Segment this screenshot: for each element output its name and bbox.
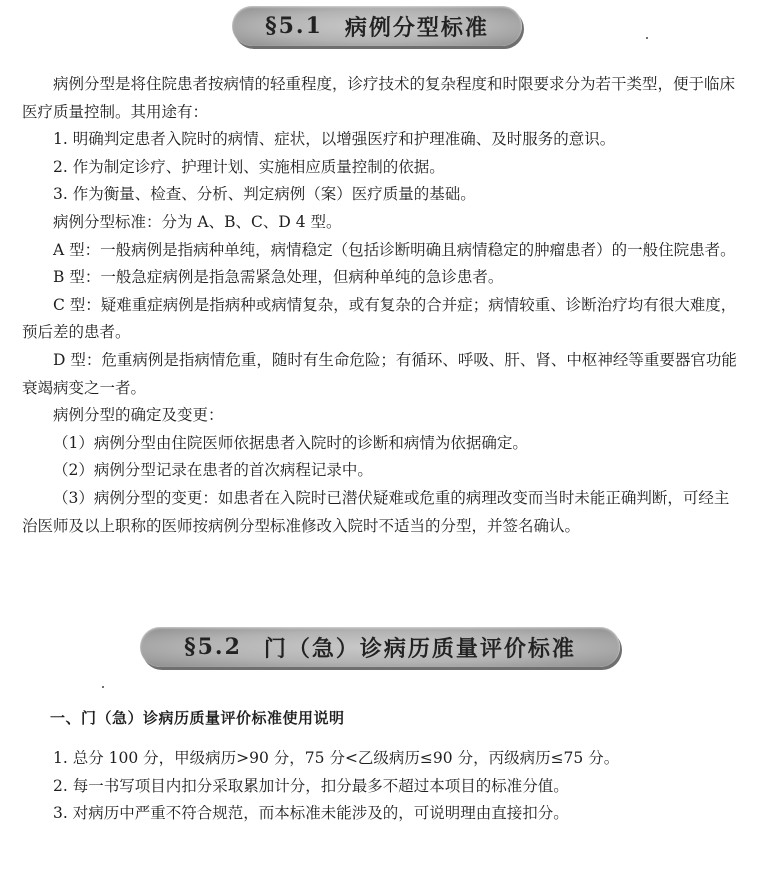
section-5-1-banner [232,6,522,46]
section-number: §5.2 [184,634,242,660]
list-item: 1. 总分 100 分，甲级病历>90 分，75 分<乙级病历≤90 分，丙级病历≤75 分。 [53,749,620,767]
paragraph: C 型：疑难重症病例是指病种或病情复杂，或有复杂的合并症；病情较重、诊断治疗均有很大难度，预后差的患者。 [22,295,737,342]
scan-speck [646,37,648,39]
paragraph: （1）病例分型由住院医师依据患者入院时的诊断和病情为依据确定。 [53,433,528,452]
paragraph: 病例分型的确定及变更： [53,406,224,425]
section-title: 病例分型标准 [344,14,489,41]
section-5-1-body [22,71,740,540]
section-5-2-list [22,745,740,828]
paragraph: （2）病例分型记录在患者的首次病程记录中。 [53,461,373,480]
subheading: 一、门（急）诊病历质量评价标准使用说明 [50,709,345,727]
paragraph: 2. 作为制定诊疗、护理计划、实施相应质量控制的依据。 [53,157,445,176]
scan-speck [102,686,104,688]
paragraph: 1. 明确判定患者入院时的病情、症状，以增强医疗和护理准确、及时服务的意识。 [53,130,616,149]
paragraph: 3. 作为衡量、检查、分析、判定病例（案）医疗质量的基础。 [53,185,476,204]
paragraph: A 型：一般病例是指病种单纯，病情稳定（包括诊断明确且病情稳定的肿瘤患者）的一般住院患者。 [53,240,736,259]
paragraph: B 型：一般急症病例是指急需紧急处理，但病种单纯的急诊患者。 [53,268,504,287]
section-5-2-banner [140,627,620,667]
paragraph: D 型：危重病例是指病情危重，随时有生命危险；有循环、呼吸、肝、肾、中枢神经等重要器官功能衰竭病变之一者。 [22,350,737,397]
section-title: 门（急）诊病历质量评价标准 [263,635,576,662]
paragraph: （3）病例分型的变更：如患者在入院时已潜伏疑难或危重的病理改变而当时未能正确判断，可经主治医师及以上职称的医师按病例分型标准修改入院时不适当的分型，并签名确认。 [22,488,730,535]
paragraph: 病例分型标准：分为 A、B、C、D 4 型。 [53,212,342,231]
list-item: 3. 对病历中严重不符合规范，而本标准未能涉及的，可说明理由直接扣分。 [53,804,569,822]
section-number: §5.1 [265,13,323,39]
paragraph: 病例分型是将住院患者按病情的轻重程度，诊疗技术的复杂程度和时限要求分为若干类型，便于临床医疗质量控制。其用途有： [22,75,736,121]
list-item: 2. 每一书写项目内扣分采取累加计分，扣分最多不超过本项目的标准分值。 [53,776,569,795]
